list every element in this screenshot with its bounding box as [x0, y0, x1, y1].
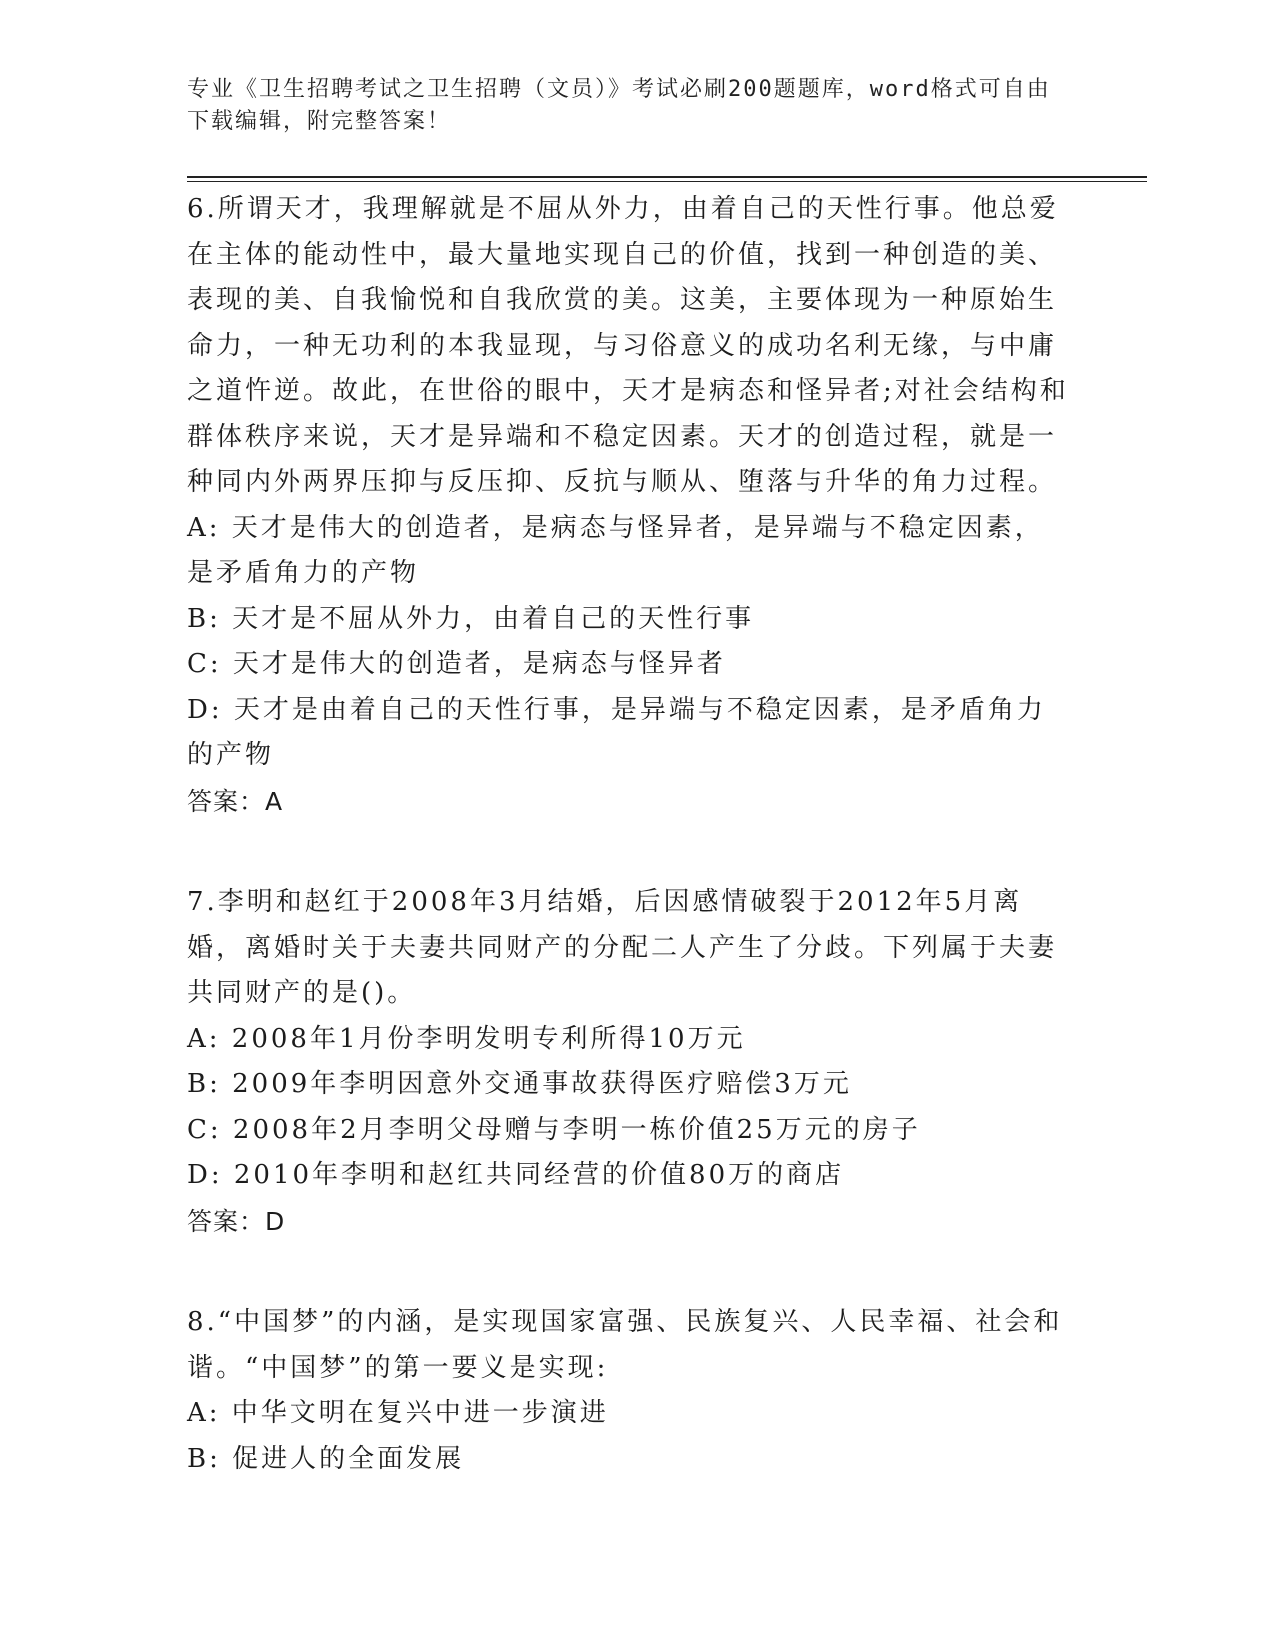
option-b: B: 2009年李明因意外交通事故获得医疗赔偿3万元 — [187, 1069, 852, 1099]
question-spacer — [187, 824, 1072, 880]
question-text: 7.李明和赵红于2008年3月结婚，后因感情破裂于2012年5月离婚，离婚时关于夫妻共同财产的分配二人产生了分歧。下列属于夫妻共同财产的是()。 — [187, 887, 1058, 1008]
header-divider-thin — [187, 181, 1147, 182]
question-7 — [187, 880, 1072, 1244]
question-8 — [187, 1300, 1072, 1482]
question-spacer — [187, 1244, 1072, 1300]
option-a: A: 中华文明在复兴中进一步演进 — [187, 1398, 609, 1428]
option-c: C: 天才是伟大的创造者，是病态与怪异者 — [187, 649, 726, 679]
question-list — [187, 187, 1072, 1482]
answer-label: 答案：D — [187, 1206, 286, 1236]
question-text: 6.所谓天才，我理解就是不屈从外力，由着自己的天性行事。他总爱在主体的能动性中，最大量地实现自己的价值，找到一种创造的美、表现的美、自我愉悦和自我欣赏的美。这美，主要体现为一种原始生命力，一种无功利的本我显现，与习俗意义的成功名利无缘，与中庸之道忤逆。故此，在世俗的眼中，天才是病态和怪异者;对社会结构和群体秩序来说，天才是异端和不稳定因素。天才的创造过程，就是一种同内外两界压抑与反压抑、反抗与顺从、堕落与升华的角力过程。 — [187, 194, 1069, 497]
option-d: D: 天才是由着自己的天性行事，是异端与不稳定因素，是矛盾角力的产物 — [187, 694, 1046, 770]
document-header — [187, 74, 1067, 138]
option-a: A: 天才是伟大的创造者，是病态与怪异者，是异端与不稳定因素，是矛盾角力的产物 — [187, 512, 1044, 588]
question-6 — [187, 187, 1072, 824]
option-d: D: 2010年李明和赵红共同经营的价值80万的商店 — [187, 1160, 845, 1190]
option-b: B: 天才是不屈从外力，由着自己的天性行事 — [187, 603, 755, 634]
answer-label: 答案：A — [187, 786, 284, 816]
document-title: 专业《卫生招聘考试之卫生招聘（文员）》考试必刷200题题库，word格式可自由下载编辑，附完整答案！ — [187, 77, 1051, 134]
option-b: B: 促进人的全面发展 — [187, 1443, 465, 1474]
header-divider-thick — [187, 176, 1147, 178]
question-text: 8.“中国梦”的内涵，是实现国家富强、民族复兴、人民幸福、社会和谐。“中国梦”的第一要义是实现: — [187, 1307, 1063, 1383]
option-a: A: 2008年1月份李明发明专利所得10万元 — [187, 1023, 746, 1054]
option-c: C: 2008年2月李明父母赠与李明一栋价值25万元的房子 — [187, 1114, 921, 1145]
